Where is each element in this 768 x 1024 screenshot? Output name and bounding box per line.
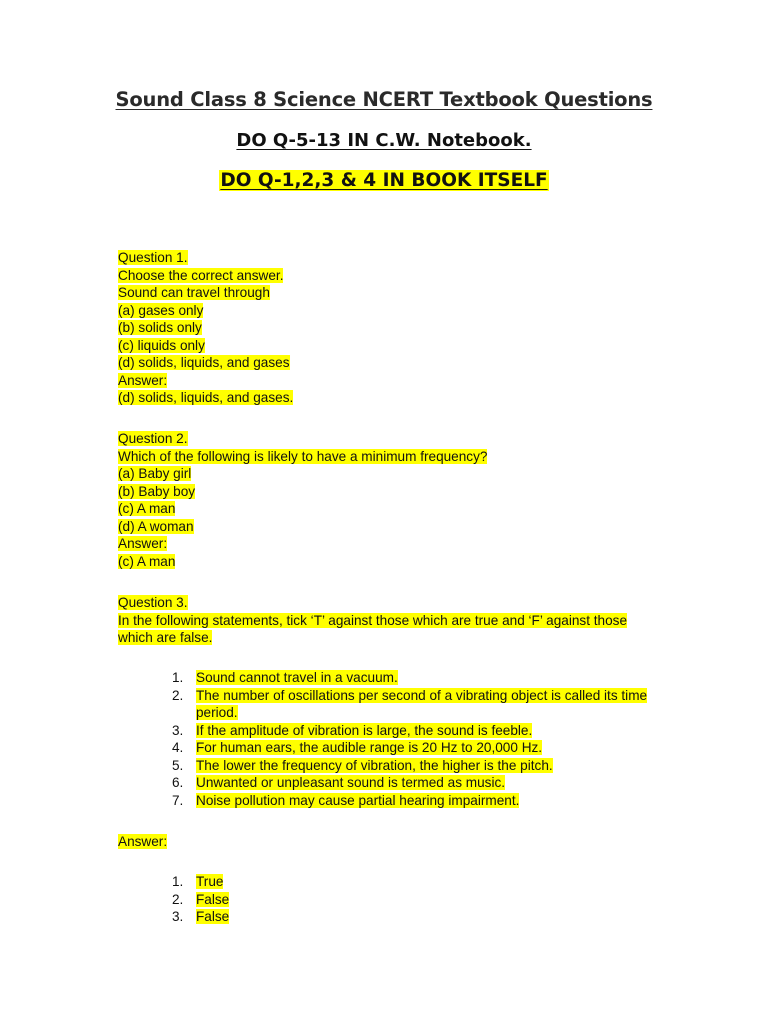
q2-heading: Question 2. <box>118 431 188 446</box>
list-item: 3. If the amplitude of vibration is large, the sound is feeble. <box>172 722 533 738</box>
q3-statements <box>172 669 662 809</box>
q3-answer-label: Answer: <box>118 834 168 849</box>
q3-answers <box>172 873 662 926</box>
list-item: 1. True <box>172 874 224 889</box>
list-item: 6. Unwanted or unpleasant sound is termed as music. <box>172 775 506 790</box>
list-item: 5. The lower the frequency of vibration, the higher is the pitch. <box>172 757 553 773</box>
instruction-notebook: DO Q-5-13 IN C.W. Notebook. <box>236 130 532 151</box>
q3-prompt: In the following statements, tick ‘T’ against those which are true and ‘F’ against those which are false. <box>118 612 628 645</box>
q1-option-a: (a) gases only <box>118 302 204 318</box>
q1-option-c: (c) liquids only <box>118 337 205 353</box>
list-item: 4. For human ears, the audible range is 20 Hz to 20,000 Hz. <box>172 740 543 755</box>
q2-answer-label: Answer: <box>118 536 168 551</box>
q1-heading: Question 1. <box>118 250 188 265</box>
list-item: 1. Sound cannot travel in a vacuum. <box>172 670 398 685</box>
q1-answer-label: Answer: <box>118 372 168 388</box>
instruction-book: DO Q-1,2,3 & 4 IN BOOK ITSELF <box>220 170 548 191</box>
q1-instruction: Choose the correct answer. <box>118 267 284 283</box>
list-item: 3. False <box>172 909 230 924</box>
q3-heading: Question 3. <box>118 595 188 610</box>
q1-stem: Sound can travel through <box>118 285 270 300</box>
q2-option-a: (a) Baby girl <box>118 466 192 481</box>
list-item: 2. The number of oscillations per second of a vibrating object is called its time period. <box>172 687 648 720</box>
q2-option-b: (b) Baby boy <box>118 483 196 499</box>
q1-option-b: (b) solids only <box>118 320 202 335</box>
question-2 <box>118 430 658 570</box>
question-3 <box>118 594 658 647</box>
question-1 <box>118 249 658 407</box>
q2-stem: Which of the following is likely to have a minimum frequency? <box>118 448 488 464</box>
list-item: 7. Noise pollution may cause partial hearing impairment. <box>172 792 520 808</box>
q1-option-d: (d) solids, liquids, and gases <box>118 355 290 370</box>
q1-answer: (d) solids, liquids, and gases. <box>118 390 294 405</box>
q2-option-c: (c) A man <box>118 501 176 516</box>
q2-answer: (c) A man <box>118 553 176 569</box>
list-item: 2. False <box>172 891 230 907</box>
page-title: Sound Class 8 Science NCERT Textbook Questions <box>115 88 653 111</box>
q2-option-d: (d) A woman <box>118 518 194 534</box>
